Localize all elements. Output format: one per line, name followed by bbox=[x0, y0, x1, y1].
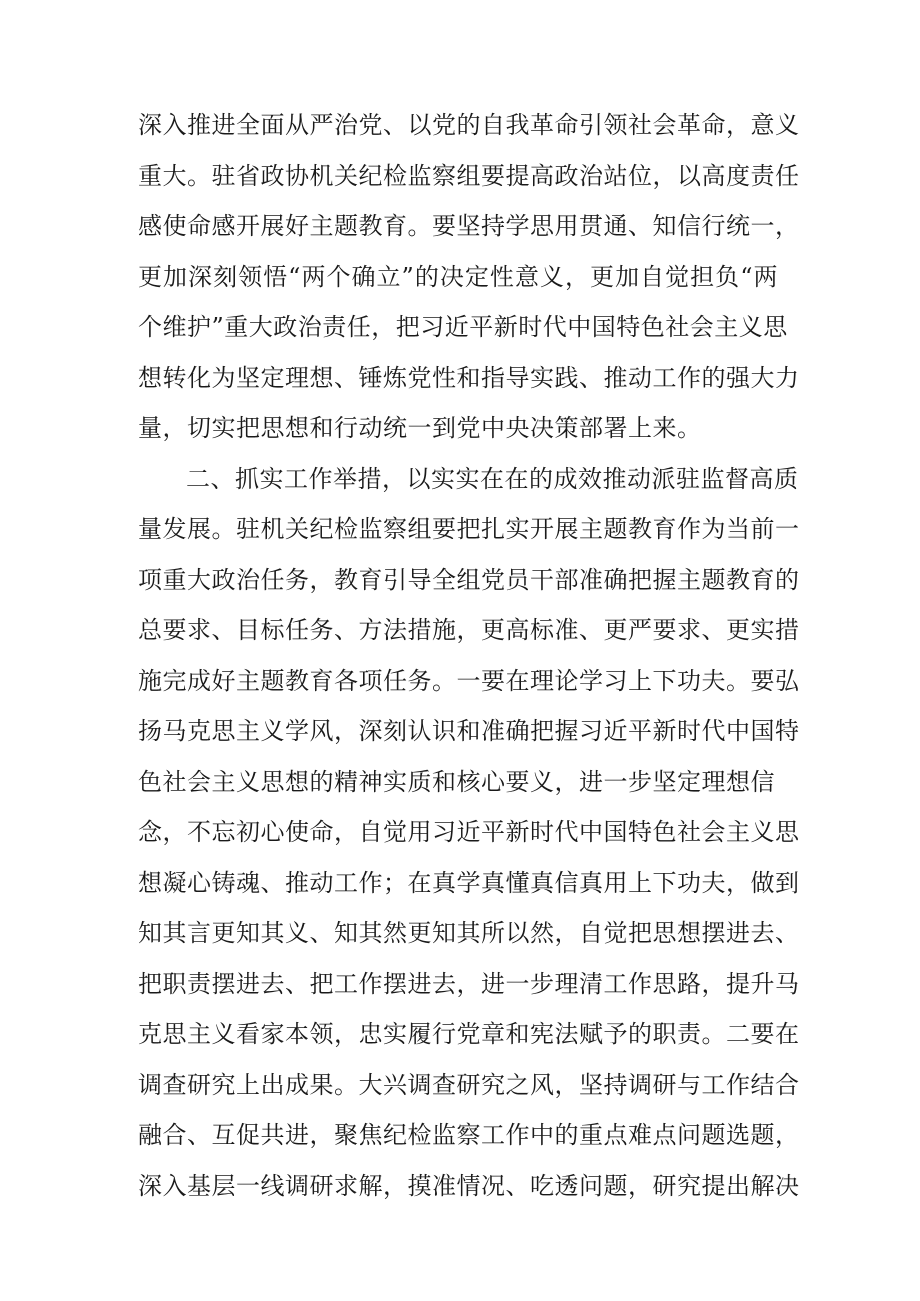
text-line: 量发展。驻机关纪检监察组要把扎实开展主题教育作为当前一 bbox=[138, 515, 800, 543]
text-line: 知其言更知其义、知其然更知其所以然，自觉把思想摆进去、 bbox=[138, 919, 800, 947]
text-line: 施完成好主题教育各项任务。一要在理论学习上下功夫。要弘 bbox=[138, 666, 800, 695]
text-line: 个维护”重大政治责任，把习近平新时代中国特色社会主义思 bbox=[138, 313, 788, 341]
text-line: 项重大政治任务，教育引导全组党员干部准确把握主题教育的 bbox=[138, 565, 800, 594]
text-line: 调查研究上出成果。大兴调查研究之风，坚持调研与工作结合 bbox=[138, 1070, 800, 1099]
text-line: 想转化为坚定理想、锤炼党性和指导实践、推动工作的强大力 bbox=[138, 363, 800, 392]
text-line: 扬马克思主义学风，深刻认识和准确把握习近平新时代中国特 bbox=[138, 717, 800, 745]
section-heading-line: 二、抓实工作举措，以实实在在的成效推动派驻监督高质 bbox=[186, 464, 799, 493]
text-line: 色社会主义思想的精神实质和核心要义，进一步坚定理想信 bbox=[138, 767, 775, 796]
text-line: 克思主义看家本领，忠实履行党章和宪法赋予的职责。二要在 bbox=[138, 1020, 800, 1048]
text-line: 总要求、目标任务、方法措施，更高标准、更严要求、更实措 bbox=[138, 616, 800, 644]
text-line: 念，不忘初心使命，自觉用习近平新时代中国特色社会主义思 bbox=[138, 818, 800, 846]
text-line: 深入推进全面从严治党、以党的自我革命引领社会革命，意义 bbox=[138, 111, 800, 139]
text-line: 重大。驻省政协机关纪检监察组要提高政治站位，以高度责任 bbox=[138, 161, 800, 190]
text-line: 融合、互促共进，聚焦纪检监察工作中的重点难点问题选题， bbox=[138, 1121, 800, 1149]
text-line: 把职责摆进去、把工作摆进去，进一步理清工作思路，提升马 bbox=[138, 969, 800, 998]
text-line: 感使命感开展好主题教育。要坚持学思用贯通、知信行统一， bbox=[138, 212, 800, 240]
text-line: 更加深刻领悟“两个确立”的决定性意义，更加自觉担负“两 bbox=[138, 262, 778, 291]
text-line: 深入基层一线调研求解，摸准情况、吃透问题，研究提出解决 bbox=[138, 1171, 800, 1200]
text-line: 想凝心铸魂、推动工作；在真学真懂真信真用上下功夫，做到 bbox=[138, 868, 800, 897]
body-text bbox=[138, 100, 800, 1211]
text-line: 量，切实把思想和行动统一到党中央决策部署上来。 bbox=[138, 414, 702, 442]
